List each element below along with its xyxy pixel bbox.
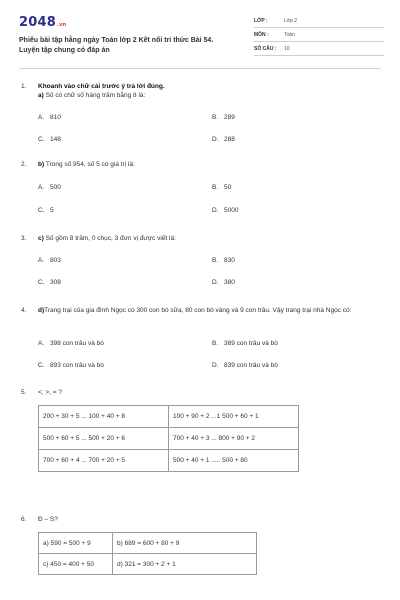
logo-main: 2048: [19, 15, 56, 30]
option-b[interactable]: B. 389 con trâu và bò: [212, 340, 278, 347]
table-cell[interactable]: 100 + 90 + 2 ...1 500 + 60 + 1: [169, 406, 299, 428]
option-c[interactable]: C. 308: [38, 279, 61, 286]
option-c[interactable]: C. 148: [38, 136, 61, 143]
table-cell[interactable]: 500 + 40 + 1 ..... 500 + 80: [169, 450, 299, 472]
option-a[interactable]: A. 500: [38, 184, 61, 191]
question-number: 4.: [21, 307, 27, 314]
question-4: [21, 306, 376, 315]
table-cell[interactable]: d) 321 = 300 + 2 + 1: [113, 554, 257, 575]
header-divider: [19, 68, 381, 69]
question-text: Trang trại của gia đình Ngọc có 300 con bò sữa, 80 con bò vàng và 9 con trâu. Vậy trang trại nhà Ngọc có:: [44, 307, 352, 314]
title-line-1: Phiếu bài tập hằng ngày Toán lớp 2 Kết nối tri thức Bài 54.: [19, 37, 214, 44]
question-6: [21, 515, 376, 524]
question-label: d): [38, 307, 45, 314]
option-d[interactable]: D. 839 con trâu và bò: [212, 362, 278, 369]
option-d[interactable]: D. 5000: [212, 207, 239, 214]
title-line-2: Luyện tập chung có đáp án: [19, 47, 110, 54]
question-text: Số gồm 8 trăm, 0 chục, 3 đơn vị được viết là:: [45, 235, 176, 242]
table-row: [39, 533, 257, 554]
meta-row-class: [254, 14, 384, 28]
table-cell[interactable]: 700 + 40 + 3 ... 800 + 90 + 2: [169, 428, 299, 450]
meta-box: [254, 14, 384, 56]
table-cell[interactable]: a) 590 = 500 + 9: [39, 533, 113, 554]
question-text: Số có chữ số hàng trăm bằng 8 là:: [45, 92, 146, 99]
question-number: 6.: [21, 516, 27, 523]
option-b[interactable]: B. 830: [212, 257, 235, 264]
option-d[interactable]: D. 288: [212, 136, 235, 143]
meta-key: LỚP :: [254, 17, 268, 24]
table-row: [39, 406, 299, 428]
question-3: [21, 234, 376, 243]
table-cell[interactable]: c) 450 = 400 + 50: [39, 554, 113, 575]
question-label: b): [38, 161, 45, 168]
option-a[interactable]: A. 398 con trâu và bò: [38, 340, 104, 347]
meta-key: SỐ CÂU :: [254, 45, 277, 52]
question-number: 1.: [21, 83, 27, 90]
option-a[interactable]: A. 810: [38, 114, 61, 121]
table-cell[interactable]: 200 + 30 + 5 ... 100 + 40 + 8: [39, 406, 169, 428]
question-number: 2.: [21, 161, 27, 168]
option-c[interactable]: C. 5: [38, 207, 54, 214]
question-number: 5.: [21, 389, 27, 396]
question-number: 3.: [21, 235, 27, 242]
table-row: [39, 554, 257, 575]
option-d[interactable]: D. 380: [212, 279, 235, 286]
option-b[interactable]: B. 50: [212, 184, 232, 191]
question-5: [21, 388, 376, 397]
meta-value: Toán: [284, 31, 295, 38]
question-text: Trong số 954, số 5 có giá trị là:: [45, 161, 135, 168]
compare-table: [38, 405, 299, 472]
table-cell[interactable]: b) 689 = 600 + 80 + 9: [113, 533, 257, 554]
true-false-table: [38, 532, 257, 575]
meta-row-count: [254, 42, 384, 56]
table-row: [39, 428, 299, 450]
question-instruction: Khoanh vào chữ cái trước ý trả lời đúng.: [38, 83, 165, 90]
question-text: Đ – S?: [38, 516, 58, 523]
question-label: a): [38, 92, 44, 99]
site-logo[interactable]: [19, 15, 66, 30]
question-2: [21, 160, 376, 169]
option-a[interactable]: A. 803: [38, 257, 61, 264]
meta-row-subject: [254, 28, 384, 42]
option-b[interactable]: B. 289: [212, 114, 235, 121]
meta-value: 10: [284, 45, 290, 52]
document-title: [19, 36, 254, 56]
question-text: <, >, = ?: [38, 389, 63, 396]
meta-key: MÔN :: [254, 31, 269, 38]
meta-value: Lớp 2: [284, 17, 298, 24]
question-label: c): [38, 235, 44, 242]
logo-suffix: .vn: [56, 22, 67, 28]
table-row: [39, 450, 299, 472]
question-1: [21, 82, 376, 100]
table-cell[interactable]: 700 + 60 + 4 ... 700 + 20 + 5: [39, 450, 169, 472]
table-cell[interactable]: 500 + 60 + 5 ... 500 + 20 + 6: [39, 428, 169, 450]
option-c[interactable]: C. 893 con trâu và bò: [38, 362, 104, 369]
